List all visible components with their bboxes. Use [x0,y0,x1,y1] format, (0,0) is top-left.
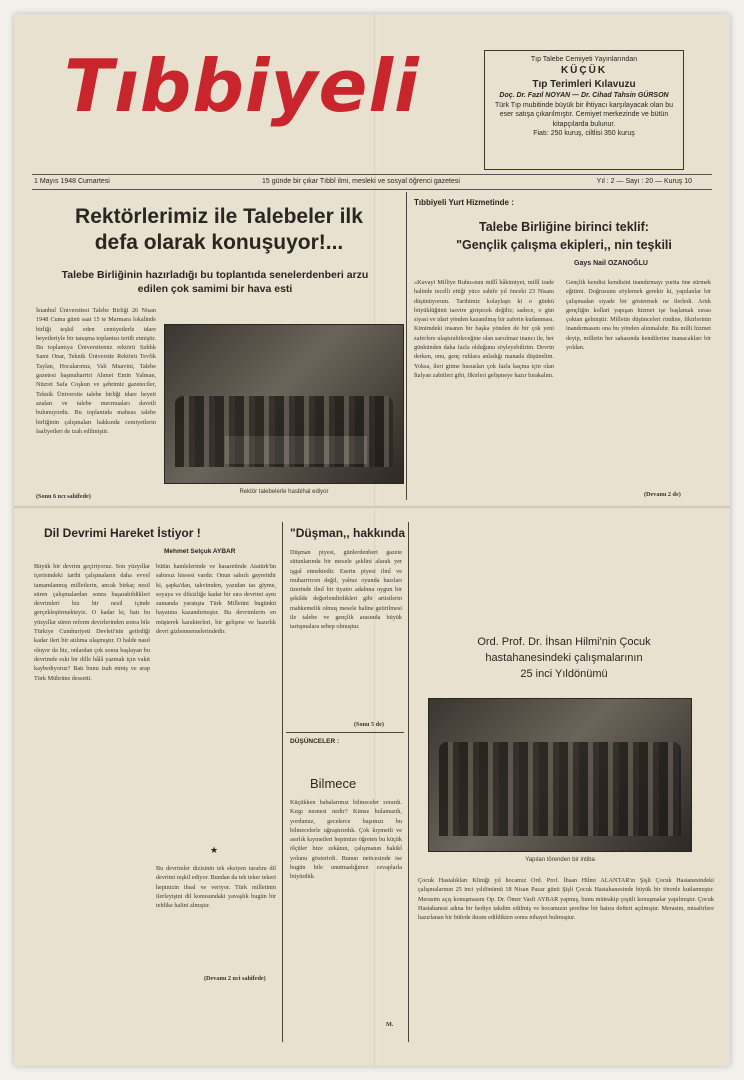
yurt-kicker: Tıbbiyeli Yurt Hizmetinde : [414,198,514,207]
masthead: Tıbbiyeli [64,44,420,128]
lead-headline: Rektörlerimiz ile Talebeler ilk defa olarak konuşuyor!... [75,205,363,255]
issue-info: Yıl : 2 — Sayı : 20 — Kuruş 10 [596,178,692,185]
promo-line6: Fiatı: 250 kuruş, ciltlisi 350 kuruş [533,130,635,138]
dateline-center: 15 günde bir çıkar Tıbbî ilmi, mesleki ve sosyal öğrenci gazetesi [262,178,460,185]
yurt-headline2: "Gençlik çalışma ekipleri,, nin teşkili [456,238,672,252]
dil-headline: Dil Devrimi Hareket İstiyor ! [44,526,201,540]
dil-col2b: Bu devrimler dizisinin tek eksiyen tarafını dil devrimi teşkil ediyor. Bundan da tek teker tekeri hepinizin ihsal ve veriyor. Türk milletinin ilerleyişini dil konusundaki yavaşlık bugün bir tehlike halini almıştır. [156,865,276,910]
section-rule [286,732,404,733]
separator-star: ★ [210,846,219,856]
dateline [32,174,712,190]
yurt-body-left: «Kuvayi Milliye Ruhu»nun millî hâkimiyet, millî irade halinde tecelli ettiği yüce sahife yıl önceki 23 Nisanı düşünüyorum. Tarihimiz kolaylaştı ki o günkü büyüklüğünü tasvire girişecek değiliz; sadece, o gün siyasi ve idari yönden kazanılmış bir zaferin kutlanması. Kimimdeki insanın bir başka yönden de bir çok yeni zaferlere ulaştırabileceğine olan sarsılmaz inancı ile, her günkünden daha fazla olduğunu söyleyebilirim. Devrin derken, onu, genç ruhlara anladığı manada düşünelim. Yoksa, ileri gitme hususları çok fazla kaçma için olan İtalyan zabitleri gibi, fikirleri gelişmeye hazır bırakalım. [414,279,554,379]
yurt-continued: (Devamı 2 de) [644,491,681,498]
lead-subhead: Talebe Birliğinin hazırladığı bu toplantıda senelerdenberi arzu edilen çok samimi bir hava esti [61,269,369,296]
photo-figures [175,396,394,467]
column-rule [406,192,407,500]
ihsan-photo [428,698,692,863]
ihsan-headline2: hastahanesindeki çalışmalarının [485,652,643,664]
newspaper-page [14,14,730,1066]
yurt-body-right: Gençlik kendisi kendisini inandırmayı yurtta öne sürmek eğitimi. Doğrusunu söylemek gerekir ki, yapılanlar bir çalışmadan siyade bir göstermek ne ilerledi. Artık gençliğin kollari yapışan hizmet işe başlamak sırası çoktan gelmiştir. Milletin düşünceleri rindine, fikirlerinin inandırmasını ona bu yönden alınmalıdır. Bu milli hizmet deyip, milletin her sahasında kendilerine inanacakları bir yoldan. [566,279,711,352]
ihsan-photo-caption: Yapılan törenden bir intiba [525,857,595,863]
dil-col1: Büyük bir devrim geçiriyoruz. Son yüzyıllar içerisindeki tarihi çalışmaların daha evvel tamamlanmış milletlerin, ancak birkaç nesil süren çalışmalardan sonra başarabildikleri devrimleri biz bir nesil içinde gerçekleştirmekteyiz. O kadar ki, batı bu yüzyıllar süren reform devirlerinden sonra bile Türkiye Cumhuriyeti Devleti'nin getirdiği kadar ileri bir atılıma ulaşmıştır. O halde nasıl oluyor da biz, onlardan çok sonra başlayan bu devrimde eski bir dille hâlâ yazmak için vakit kaybediyoruz? Batı bunu izah etmiş ve arap Türk Mührüne dessetti. [34,563,150,682]
promo-line4: Doç. Dr. Fazıl NOYAN — Dr. Cihad Tahsin GÜRSON [499,92,669,100]
yurt-author: Gays Nail OZANOĞLU [574,260,648,267]
dusunceler-headline: Bilmece [310,776,357,791]
promo-line5: Türk Tıp mubitinde büyük bir ihtiyacı karşılayacak olan bu eser satışa çıkarılmıştır. Cemiyet merkezinde ve bütün kitapçılarda bulunur. [494,101,674,128]
dusunceler-body: Küçükken babalarımız bilmeceler sorardı. Kırgı nesnesi nedir? Kimse bulamazdı, yordunuz, gecelerce başımızı bu bilmecelerle uğraştırırdık. Çok kıymetli ve asırlık kıymetleri hepimize öğreten bu küçük ölçüler bize zekânın, çalışmanın hakikî yolunu gösterirdi. Bunun neticesinde ise bugün bile unutmadığımız cevaplarla büyürdük. [290,799,402,881]
ihsan-photo-figures [439,742,680,836]
ihsan-headline1: Ord. Prof. Dr. İhsan Hilmi'nin Çocuk [477,636,651,648]
promo-box [484,50,684,170]
dil-continued: (Devamı 2 nci sahifede) [204,975,266,982]
yurt-headline1: Talebe Birliğine birinci teklif: [479,220,649,234]
dusunceler-sign: M. [386,1021,394,1028]
column-rule-3 [408,522,409,1042]
lead-body: İstanbul Üniversitesi Talebe Birliği 26 Nisan 1948 Cuma günü saat 15 te Marmara lokalinde birliği teşkil eden cemiyetlerle idare heyetleriyle bir tanışma toplantısı tertib etmiştir. Bu toplantıya Üniversitemiz rektörü Sıddık Sami Onar, Teknik Üniversite Rektörü Tevfik Taylan, Hocalarımız, Vali Muavini, Talebe gazetesi başmuharriri Ahmet Emin Yalman, Nüzret Safa Coşkun ve şehrimiz gazeteciler, Teknik Üniversite talebe birliği idare heyeti azaları ve talebe mecmuaları davetli bulunuyordu. Bu toplantıda mahsus talebe birliğinin çalışmaları hakkında cemiyetlerin faaliyetleri de izah edilmiştir. [36,307,156,435]
dil-author: Mehmet Selçuk AYBAR [164,548,236,555]
promo-line1: Tıp Talebe Cemiyeti Yayınlarından [530,56,638,63]
horizontal-fold [14,506,730,510]
promo-line2: KÜÇÜK [560,65,608,77]
ihsan-headline3: 25 inci Yıldönümü [520,668,608,680]
dusman-continued: (Sonu 5 de) [354,721,384,728]
lead-photo [164,324,404,495]
dusman-body: Düşman piyesi, günlerdenberi gazete sütunlarında bir mesele şeklini alarak yer işgal etmektedir. Eserin piyesi ilmî ve muharrircen değil, yalnız oyunda bazıları üzerinde ilmî bir tiyatro adabına uygun bir şekilde değerlendirdikleri gibi artistlerin mahkemelik olmuş mesele haline getirilmesi ile talebe ve gençlik arasında büyük tartışmalara sebep olmuştur. [290,549,402,631]
promo-line3: Tıp Terimleri Kılavuzu [532,78,636,90]
column-rule-2 [282,522,283,1042]
dusunceler-kicker: DÜŞÜNCELER : [290,738,340,745]
lead-photo-caption: Rektör talebelerle hasbihal ediyor [239,489,329,495]
lead-continued: (Sonu 6 ncı sahifede) [36,493,91,500]
dil-col2: bütün hamlelerinde ve hasaretinde Atatürk'ün sabırsız hissesi vardır. Onun sabırlı gayretidir ki, şapka'dan, takvimden, yazıdan tas giyme, soyaya ve dilsizliğe kadar bir sıra devrimi aynı zamanda yaratışta Türk Milletini bugünkü hayatına kazandırmıştır. Bu devrimlerin en müşterek karakterleri, bir gelişme ve hazırlık devri gizlenmemelerindedir. [156,563,276,636]
date: 1 Mayıs 1948 Cumartesi [34,178,110,185]
ihsan-body: Çocuk Hastalıkları Kliniği yıl hocamız Ord. Prof. İhsan Hilmi ALANTAR'ın Şişli Çocuk Hastanesindeki çalışmalarının 25 inci yıldönümü 18 Nisan Pazar günü Şişli Çocuk Hastahanesinde büyük bir törenle kutlanmıştır. Merasim açış konuşmasını Op. Dr. Ömer Vasfi AYBAR yapmış, bunu müteakip çeşitli konuşmalar yapılmıştır. Çocuk Hastahanesi adına bir hediye takdim edilmiş ve hocamızın şerefine bir hatıra defteri açılmıştır. Merasim, misafirlere hazırlanan bir büfede ikram edildikten sonra nihayet bulmuştur. [418,877,714,922]
dusman-headline: "Düşman,, hakkında [290,526,406,540]
